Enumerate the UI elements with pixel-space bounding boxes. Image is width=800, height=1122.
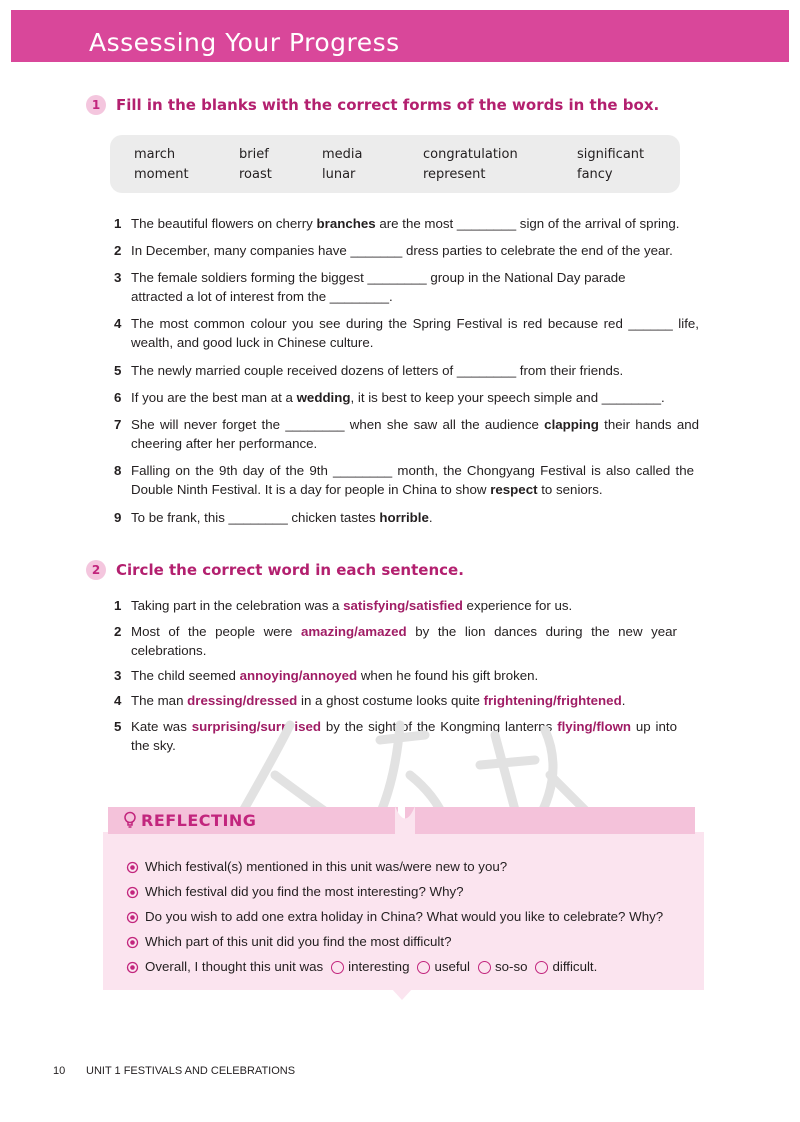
question-item xyxy=(114,596,704,615)
question-number: 4 xyxy=(114,693,122,708)
word: lunar xyxy=(322,167,356,182)
question-number: 1 xyxy=(114,598,122,613)
reflect-item xyxy=(126,908,663,926)
question-text: by the sight of the Kongming lanterns xyxy=(321,719,558,734)
reflect-item xyxy=(126,933,451,951)
reflect-text: Do you wish to add one extra holiday in China? What would you like to celebrate? Why? xyxy=(145,909,664,924)
question-text: up into the sky. xyxy=(131,719,677,753)
section-instruction: Circle the correct word in each sentence. xyxy=(116,561,464,579)
question-number: 3 xyxy=(114,668,122,683)
word: congratulation xyxy=(423,147,518,162)
word: march xyxy=(134,147,176,162)
question-item xyxy=(114,241,704,260)
question-text: , it is best to keep your speech simple and ________. xyxy=(350,390,665,405)
bullet-icon xyxy=(126,936,139,949)
question-text: experience for us. xyxy=(462,598,573,613)
word: brief xyxy=(239,147,269,162)
question-number: 3 xyxy=(114,270,122,285)
question-text: are the most ________ sign of the arrival of spring. xyxy=(375,216,680,231)
question-text: In December, many companies have _______ dress parties to celebrate the end of the year. xyxy=(131,243,673,258)
question-text: in a ghost costume looks quite xyxy=(297,693,484,708)
question-item xyxy=(114,666,704,685)
word-choice[interactable]: satisfying/satisfied xyxy=(343,598,463,613)
page-number: 10 xyxy=(53,1065,66,1077)
word: media xyxy=(322,147,363,162)
footer-unit: UNIT 1 FESTIVALS AND CELEBRATIONS xyxy=(86,1065,296,1077)
section-2-heading xyxy=(86,559,464,581)
question-text: Kate was xyxy=(131,719,192,734)
option-label: so-so xyxy=(494,959,528,974)
question-text: . xyxy=(428,510,433,525)
question-number: 1 xyxy=(114,216,122,231)
section-number: 2 xyxy=(86,560,106,580)
keyword: wedding xyxy=(296,390,351,405)
question-text: The child seemed xyxy=(131,668,240,683)
word-choice[interactable]: surprising/surprised xyxy=(191,719,322,734)
question-item xyxy=(114,691,704,710)
word-choice[interactable]: amazing/amazed xyxy=(300,624,407,639)
question-item xyxy=(114,415,699,453)
word: represent xyxy=(423,167,486,182)
question-text: She will never forget the ________ when she saw all the audience xyxy=(131,417,545,432)
word-choice[interactable]: dressing/dressed xyxy=(187,693,298,708)
question-text: The man xyxy=(131,693,188,708)
bullet-icon xyxy=(126,961,139,974)
question-item xyxy=(114,461,694,499)
reflect-item xyxy=(126,883,464,901)
question-item xyxy=(114,361,704,380)
question-text: The most common colour you see during the Spring Festival is red because red ______ life, wealth, and good luck in Chinese culture. xyxy=(131,316,699,350)
reflecting-title: REFLECTING xyxy=(141,811,257,830)
word-choice[interactable]: annoying/annoyed xyxy=(239,668,358,683)
section-number: 1 xyxy=(86,95,106,115)
word-choice[interactable]: flying/flown xyxy=(557,719,632,734)
panel-pointer xyxy=(391,988,413,1002)
question-item xyxy=(114,717,677,755)
question-item xyxy=(114,314,699,352)
question-text: Falling on the 9th day of the 9th ________ month, the Chongyang Festival is also called the Double Ninth Festival. It is a day for people in China to show xyxy=(131,463,694,497)
keyword: clapping xyxy=(544,417,599,432)
option-radio[interactable] xyxy=(417,961,430,974)
question-number: 2 xyxy=(114,624,122,639)
bullet-icon xyxy=(126,911,139,924)
keyword: branches xyxy=(316,216,376,231)
question-text: The beautiful flowers on cherry xyxy=(131,216,317,231)
question-text: Taking part in the celebration was a xyxy=(131,598,344,613)
question-number: 7 xyxy=(114,417,122,432)
question-number: 6 xyxy=(114,390,122,405)
word-box xyxy=(110,135,680,193)
question-item xyxy=(114,214,704,233)
reflect-text: Which festival did you find the most interesting? Why? xyxy=(145,884,464,899)
option-label: difficult xyxy=(552,959,594,974)
question-item xyxy=(114,388,704,407)
question-item xyxy=(114,268,704,306)
question-item xyxy=(114,508,704,527)
keyword: horrible xyxy=(379,510,429,525)
question-text: their hands and cheering after her performance. xyxy=(131,417,699,451)
question-text: The newly married couple received dozens of letters of ________ from their friends. xyxy=(131,363,624,378)
option-radio[interactable] xyxy=(478,961,491,974)
reflect-item xyxy=(126,958,597,976)
word: roast xyxy=(239,167,272,182)
question-number: 5 xyxy=(114,719,122,734)
word: significant xyxy=(577,147,645,162)
word-choice[interactable]: frightening/frightened xyxy=(483,693,622,708)
reflect-text: Which part of this unit did you find the most difficult? xyxy=(145,934,452,949)
bullet-icon xyxy=(126,861,139,874)
question-text: to seniors. xyxy=(537,482,603,497)
page-title: Assessing Your Progress xyxy=(89,28,400,57)
lightbulb-icon xyxy=(123,811,137,829)
bullet-icon xyxy=(126,886,139,899)
question-number: 4 xyxy=(114,316,122,331)
question-text: when he found his gift broken. xyxy=(357,668,539,683)
question-text: If you are the best man at a xyxy=(131,390,297,405)
header-bar xyxy=(11,10,789,62)
option-label: interesting xyxy=(348,959,410,974)
option-radio[interactable] xyxy=(535,961,548,974)
question-text: by the lion dances during the new year celebrations. xyxy=(131,624,677,658)
panel-notch xyxy=(395,806,415,836)
keyword: respect xyxy=(490,482,538,497)
reflect-text: . xyxy=(593,959,598,974)
question-number: 5 xyxy=(114,363,122,378)
question-text: . xyxy=(621,693,626,708)
reflect-item xyxy=(126,858,507,876)
reflect-text: Overall, I thought this unit was xyxy=(145,959,324,974)
question-text: To be frank, this ________ chicken tastes xyxy=(131,510,380,525)
reflect-text: Which festival(s) mentioned in this unit was/were new to you? xyxy=(145,859,508,874)
question-text: The female soldiers forming the biggest ________ group in the National Day parade attracted a lot of interest from the ________. xyxy=(131,270,626,304)
word: fancy xyxy=(577,167,613,182)
option-radio[interactable] xyxy=(331,961,344,974)
question-number: 2 xyxy=(114,243,122,258)
option-label: useful xyxy=(434,959,470,974)
reflecting-tab xyxy=(405,807,695,834)
question-item xyxy=(114,622,677,660)
word: moment xyxy=(134,167,189,182)
question-number: 9 xyxy=(114,510,122,525)
question-text: Most of the people were xyxy=(131,624,301,639)
section-instruction: Fill in the blanks with the correct forms of the words in the box. xyxy=(116,96,660,114)
question-number: 8 xyxy=(114,463,122,478)
section-1-heading xyxy=(86,94,659,116)
